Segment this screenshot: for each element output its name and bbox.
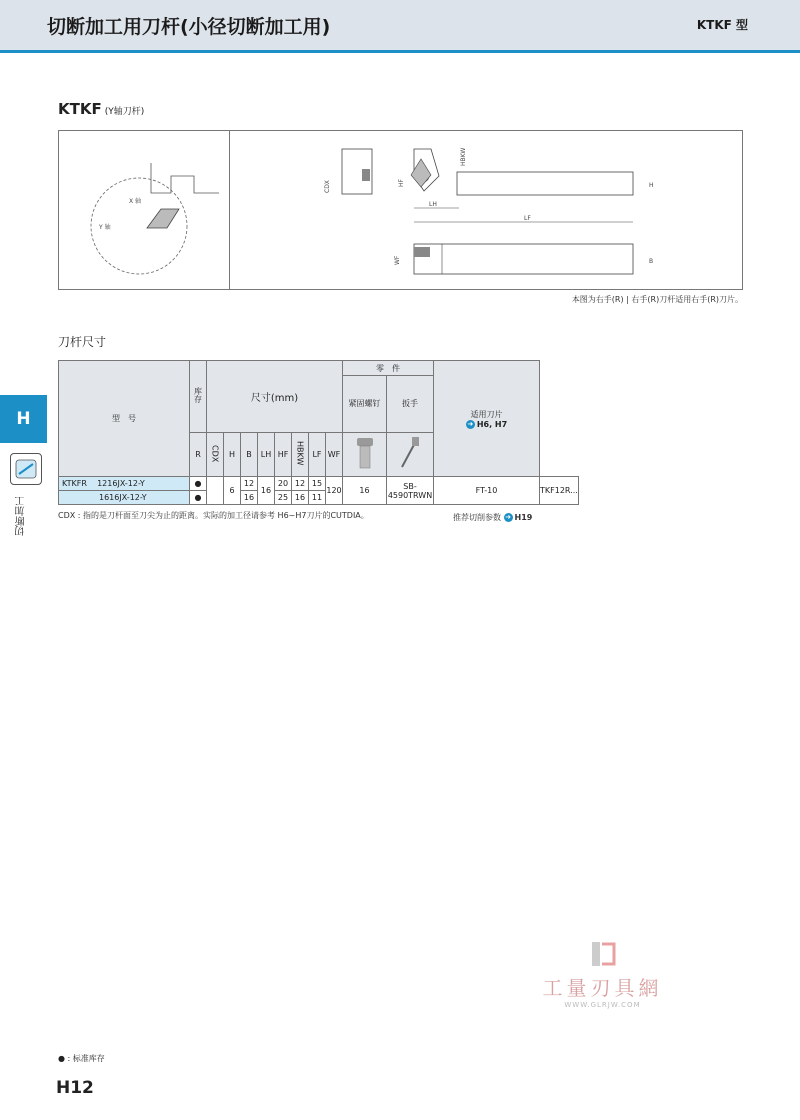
cdx-cell: 6 (224, 477, 241, 505)
lf-label: LF (524, 215, 531, 222)
hbkw-cell: 11 (309, 491, 326, 505)
side-tab: H (0, 395, 47, 443)
model-header: 型 号 (59, 361, 190, 477)
insert-header-label: 适用刀片 (470, 409, 503, 419)
h-label: H (649, 182, 654, 189)
watermark (535, 940, 670, 1009)
b-cell: 16 (258, 477, 275, 505)
diagram-divider (229, 131, 230, 289)
watermark-text: 工量刃具網 (542, 976, 663, 1000)
tool-diagram (58, 130, 743, 290)
parts-header: 零 件 (343, 361, 434, 376)
hf-label: HF (398, 179, 405, 187)
subsection-title: 刀杆尺寸 (58, 335, 107, 349)
wrench-icon (387, 432, 434, 476)
hbkw-cell: 15 (309, 477, 326, 491)
page-number: H12 (56, 1078, 94, 1098)
shank-top (457, 172, 633, 195)
table-note: CDX : 指的是刀杆面至刀尖为止的距离。实际的加工径请参考 H6~H7刀片的CUTDIA。 (58, 511, 369, 520)
legend: ● : 标准库存 (58, 1054, 105, 1063)
col-hf: HF (275, 432, 292, 476)
watermark-url: WWW.GLRJW.COM (564, 1001, 641, 1009)
lh-label: LH (429, 201, 437, 208)
watermark-logo-icon (588, 940, 618, 968)
col-b: B (241, 432, 258, 476)
cutting-tool-icon (10, 453, 42, 485)
insert-cell: TKF12R... (540, 477, 579, 505)
col-lf: LF (309, 432, 326, 476)
h-cell: 16 (241, 491, 258, 505)
col-wf: WF (326, 432, 343, 476)
side-label: 切断加工 (16, 496, 27, 536)
dims-header: 尺寸(mm) (207, 361, 343, 433)
hf-cell: 12 (292, 477, 309, 491)
shank-bottom (414, 244, 633, 274)
table-row: KTKFR 1216JX-12-Y (59, 477, 190, 491)
hbkw-label: HBKW (460, 147, 467, 166)
table-row: 1616JX-12-Y (59, 491, 190, 505)
hf-cell: 16 (292, 491, 309, 505)
screw-header: 紧固螺钉 (343, 376, 387, 432)
wrench-cell: FT-10 (434, 477, 540, 505)
section-title (58, 100, 144, 118)
section-title-text: KTKF (58, 100, 102, 118)
insert-bottom (414, 247, 430, 257)
screw-cell: SB-4590TRWN (387, 477, 434, 505)
insert-header (434, 361, 540, 477)
x-axis-label: X 轴 (129, 198, 142, 205)
arrow-right-icon: ➜ (467, 419, 474, 428)
holder-outline-left (151, 163, 219, 193)
r-cell (207, 477, 224, 505)
cdx-label: CDX (324, 180, 331, 193)
b-label: B (649, 258, 654, 265)
insert-shape-left (147, 209, 179, 228)
cutting-params-link[interactable]: 推荐切削参数 ➜ H19 (453, 513, 533, 522)
screw-icon (343, 432, 387, 476)
col-lh: LH (258, 432, 275, 476)
diagram-note: 本图为右手(R) | 右手(R)刀杆适用右手(R)刀片。 (571, 295, 743, 304)
col-h: H (224, 432, 241, 476)
page-title: 切断加工用刀杆(小径切断加工用) (47, 16, 331, 38)
h-cell: 12 (241, 477, 258, 491)
col-cdx: CDX (207, 432, 224, 476)
wrench-header: 扳手 (387, 376, 434, 432)
type-label: KTKF 型 (696, 18, 748, 32)
insert-ref: ➜ H6, H7 (467, 419, 508, 429)
end-view-insert (362, 169, 370, 181)
page-header (0, 0, 800, 50)
diagram-drawing (59, 131, 742, 289)
wf-cell: 16 (343, 477, 387, 505)
stock-cell: ● (190, 477, 207, 491)
lh-cell: 20 (275, 477, 292, 491)
header-divider (0, 50, 800, 53)
spec-table (58, 360, 579, 505)
y-axis-label: Y 轴 (99, 224, 111, 231)
section-subtitle: (Y轴刀杆) (104, 107, 145, 117)
col-hbkw: HBKW (292, 432, 309, 476)
stock-cell: ● (190, 491, 207, 505)
stock-header: 库存 (190, 361, 207, 433)
lh-cell: 25 (275, 491, 292, 505)
arrow-right-icon: ➜ (505, 513, 511, 521)
col-r: R (190, 432, 207, 476)
wf-label: WF (394, 255, 401, 265)
lf-cell: 120 (326, 477, 343, 505)
